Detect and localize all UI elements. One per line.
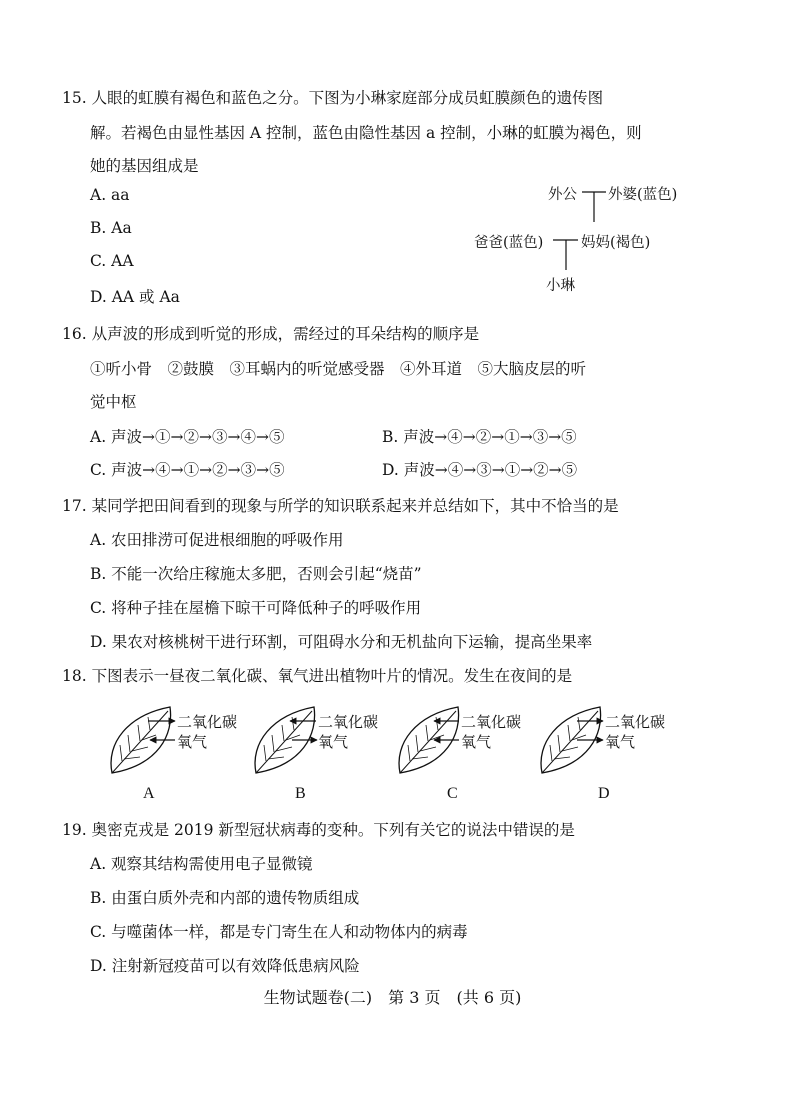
q17-stem-line1: 17. 某同学把田间看到的现象与所学的知识联系起来并总结如下，其中不恰当的是 xyxy=(62,497,619,515)
q15-option-d: D. AA 或 Aa xyxy=(90,288,180,306)
pedigree-child: 小琳 xyxy=(546,278,575,294)
q16-option-d: D. 声波→④→③→①→②→⑤ xyxy=(382,461,578,479)
leaf-d-letter: D xyxy=(598,785,610,802)
q18-stem-line1: 18. 下图表示一昼夜二氧化碳、氧气进出植物叶片的情况。发生在夜间的是 xyxy=(62,667,573,685)
q17-option-c: C. 将种子挂在屋檐下晾干可降低种子的呼吸作用 xyxy=(90,599,422,617)
page-footer: 生物试题卷(二) 第 3 页 (共 6 页) xyxy=(263,988,522,1007)
leaf-a-letter: A xyxy=(143,785,155,802)
q16-option-b: B. 声波→④→②→①→③→⑤ xyxy=(382,428,577,446)
pedigree-grandmother: 外婆(蓝色) xyxy=(608,187,678,203)
q16-stem-line3: 觉中枢 xyxy=(90,393,137,411)
leaf-c-letter: C xyxy=(447,785,458,802)
q16-stem-line2: ①听小骨 ②鼓膜 ③耳蜗内的听觉感受器 ④外耳道 ⑤大脑皮层的听 xyxy=(90,360,587,378)
q17-option-d: D. 果农对核桃树干进行环割，可阻碍水分和无机盐向下运输，提高坐果率 xyxy=(90,633,593,651)
leaf-d-co2-label: 二氧化碳 xyxy=(605,713,666,731)
leaf-b-letter: B xyxy=(295,785,306,802)
q15-option-b: B. Aa xyxy=(90,219,132,237)
pedigree-father: 爸爸(蓝色) xyxy=(474,235,544,251)
q19-option-b: B. 由蛋白质外壳和内部的遗传物质组成 xyxy=(90,889,360,907)
q16-option-c: C. 声波→④→①→②→③→⑤ xyxy=(90,461,285,479)
q19-stem-line1: 19. 奥密克戎是 2019 新型冠状病毒的变种。下列有关它的说法中错误的是 xyxy=(62,821,575,839)
pedigree-grandfather: 外公 xyxy=(548,187,577,203)
leaf-c-o2-label: 氧气 xyxy=(461,733,492,751)
q15-option-a: A. aa xyxy=(90,186,130,204)
leaf-a-co2-label: 二氧化碳 xyxy=(177,713,238,731)
q15-stem-line2: 解。若褐色由显性基因 A 控制，蓝色由隐性基因 a 控制，小琳的虹膜为褐色，则 xyxy=(90,124,642,142)
q16-option-a: A. 声波→①→②→③→④→⑤ xyxy=(90,428,285,446)
leaf-b-co2-label: 二氧化碳 xyxy=(318,713,379,731)
q19-option-a: A. 观察其结构需使用电子显微镜 xyxy=(90,855,313,873)
q19-option-d: D. 注射新冠疫苗可以有效降低患病风险 xyxy=(90,957,360,975)
leaf-b-o2-label: 氧气 xyxy=(318,733,349,751)
pedigree-mother: 妈妈(褐色) xyxy=(581,235,651,251)
q17-option-b: B. 不能一次给庄稼施太多肥，否则会引起“烧苗” xyxy=(90,565,422,583)
q15-stem-line1: 15. 人眼的虹膜有褐色和蓝色之分。下图为小琳家庭部分成员虹膜颜色的遗传图 xyxy=(62,89,604,107)
q15-stem-line3: 她的基因组成是 xyxy=(90,157,199,175)
q19-option-c: C. 与噬菌体一样，都是专门寄生在人和动物体内的病毒 xyxy=(90,923,468,941)
leaf-c-co2-label: 二氧化碳 xyxy=(461,713,522,731)
leaf-d-o2-label: 氧气 xyxy=(605,733,636,751)
q16-stem-line1: 16. 从声波的形成到听觉的形成，需经过的耳朵结构的顺序是 xyxy=(62,325,480,343)
q17-option-a: A. 农田排涝可促进根细胞的呼吸作用 xyxy=(90,531,344,549)
leaf-a-o2-label: 氧气 xyxy=(177,733,208,751)
q15-option-c: C. AA xyxy=(90,252,134,270)
